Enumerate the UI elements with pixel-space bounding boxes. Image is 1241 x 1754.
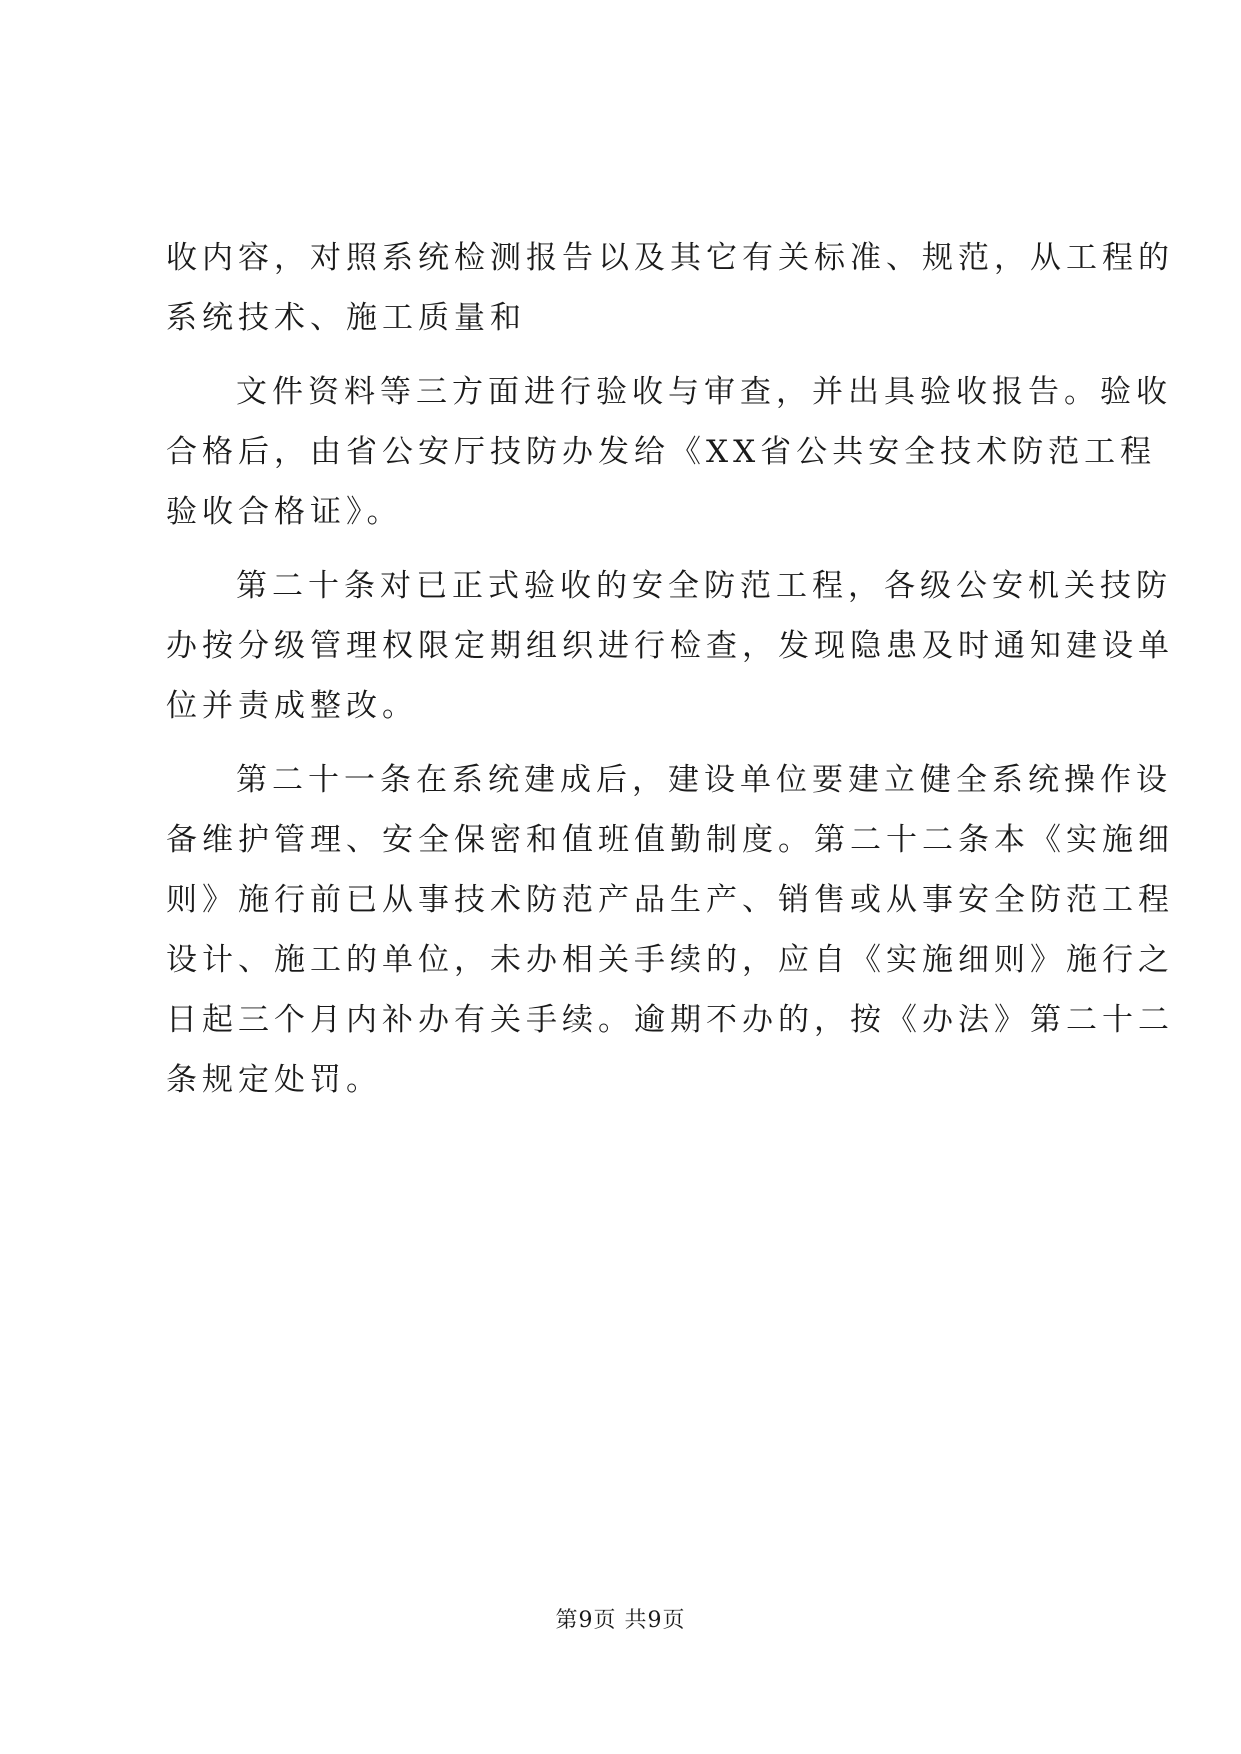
paragraph-4 xyxy=(166,750,1174,1110)
page-number-indicator: 第9页 共9页 xyxy=(555,1608,686,1633)
text-line: 收内容，对照系统检测报告以及其它有关标准、规范，从工程的 xyxy=(166,240,1174,276)
page-footer xyxy=(0,1606,1241,1636)
text-line: 条规定处罚。 xyxy=(166,1062,382,1098)
text-line: 文件资料等三方面进行验收与审查，并出具验收报告。验收 xyxy=(236,374,1172,410)
paragraph-1 xyxy=(166,228,1174,348)
text-line: 第二十条对已正式验收的安全防范工程，各级公安机关技防 xyxy=(236,568,1172,604)
text-line: 日起三个月内补办有关手续。逾期不办的，按《办法》第二十二 xyxy=(166,1002,1174,1038)
text-line: 第二十一条在系统建成后，建设单位要建立健全系统操作设 xyxy=(236,762,1172,798)
paragraph-3 xyxy=(166,556,1174,736)
text-line: 系统技术、施工质量和 xyxy=(166,300,526,336)
paragraph-2 xyxy=(166,362,1172,542)
text-line: 则》施行前已从事技术防范产品生产、销售或从事安全防范工程 xyxy=(166,882,1174,918)
document-body xyxy=(166,228,1174,1110)
text-line: 位并责成整改。 xyxy=(166,688,418,724)
text-line: 设计、施工的单位，未办相关手续的，应自《实施细则》施行之 xyxy=(166,942,1174,978)
text-line: 办按分级管理权限定期组织进行检查，发现隐患及时通知建设单 xyxy=(166,628,1174,664)
text-line: 合格后，由省公安厅技防办发给《XX省公共安全技术防范工程 xyxy=(166,434,1157,470)
text-line: 备维护管理、安全保密和值班值勤制度。第二十二条本《实施细 xyxy=(166,822,1174,858)
text-line: 验收合格证》。 xyxy=(166,494,403,530)
